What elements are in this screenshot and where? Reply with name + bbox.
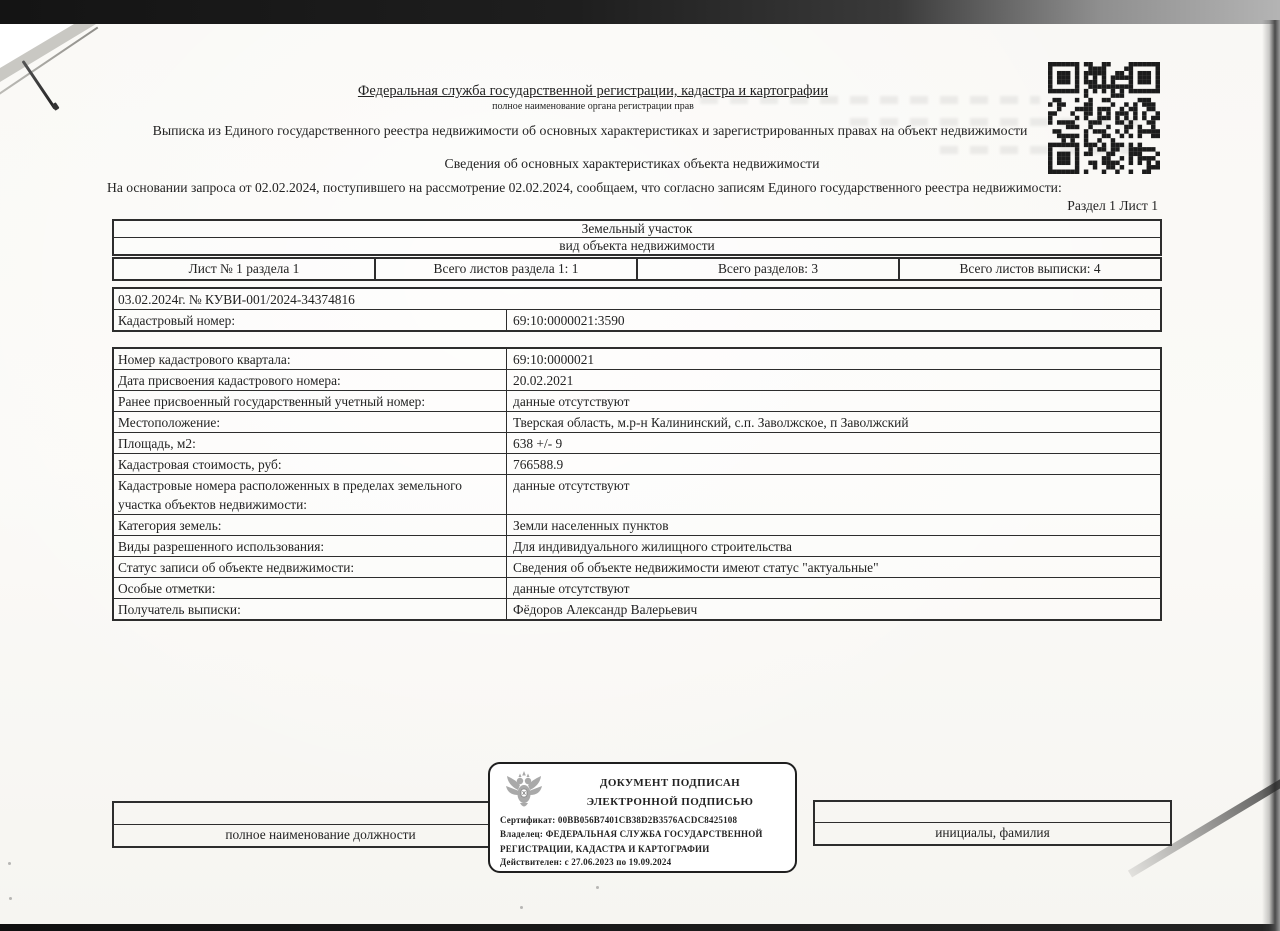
stamp-validity: Действителен: с 27.06.2023 по 19.09.2024	[500, 857, 672, 867]
sheet-summary-cell: Лист № 1 раздела 1	[188, 261, 300, 276]
request-line: На основании запроса от 02.02.2024, поступившего на рассмотрение 02.02.2024, сообщаем, что согласно записям Единого государственного реестра недвижимости:	[107, 180, 1062, 195]
row-value: данные отсутствуют	[513, 581, 630, 596]
table-row	[114, 289, 1160, 309]
stamp-line-2: ЭЛЕКТРОННОЙ ПОДПИСЬЮ	[586, 796, 754, 808]
stamp-certificate: Сертификат: 00BB056B7401CB38D2B3576ACDC8425108	[500, 815, 738, 825]
row-value: Земли населенных пунктов	[513, 518, 669, 533]
row-label: Статус записи об объекте недвижимости:	[114, 557, 507, 577]
request-date-number: 03.02.2024г. № КУВИ-001/2024-34374816	[118, 292, 355, 307]
row-label: Категория земель:	[114, 515, 507, 535]
document-title: Выписка из Единого государственного реестра недвижимости об основных характеристиках и зарегистрированных правах на объект недвижимости	[152, 123, 1028, 138]
table-row	[114, 349, 1160, 369]
table-row	[114, 598, 1160, 619]
position-caption: полное наименование должности	[114, 824, 527, 846]
row-label: Дата присвоения кадастрового номера:	[114, 370, 507, 390]
signature-position-box	[112, 801, 529, 848]
qr-code-icon	[1048, 62, 1160, 174]
electronic-signature-stamp	[488, 762, 797, 873]
row-value: Фёдоров Александр Валерьевич	[513, 602, 698, 617]
agency-subtitle: полное наименование органа регистрации прав	[492, 101, 694, 112]
scanner-edge-bottom	[0, 924, 1280, 931]
document-number-table	[112, 287, 1162, 332]
scan-speck	[520, 906, 523, 909]
signature-blank-area	[815, 802, 1170, 822]
cadastral-number-label: Кадастровый номер:	[114, 310, 507, 330]
scan-speck	[596, 886, 599, 889]
scan-speck	[9, 897, 12, 900]
row-label: Виды разрешенного использования:	[114, 536, 507, 556]
object-type-caption: вид объекта недвижимости	[114, 237, 1160, 254]
table-row	[114, 514, 1160, 535]
cadastral-number-value: 69:10:0000021:3590	[513, 313, 625, 328]
stamp-owner-line-2: РЕГИСТРАЦИИ, КАДАСТРА И КАРТОГРАФИИ	[500, 844, 710, 854]
table-row	[114, 309, 1160, 330]
sheet-summary-cell: Всего листов раздела 1: 1	[374, 259, 636, 279]
name-caption: инициалы, фамилия	[815, 822, 1170, 844]
row-value: Сведения об объекте недвижимости имеют статус "актуальные"	[513, 560, 879, 575]
object-type-value: Земельный участок	[581, 221, 693, 236]
table-row	[114, 369, 1160, 390]
table-row	[114, 535, 1160, 556]
section-sheet-label: Раздел 1 Лист 1	[1067, 198, 1158, 213]
scan-speck	[8, 862, 11, 865]
row-label: Кадастровая стоимость, руб:	[114, 454, 507, 474]
row-label: Кадастровые номера расположенных в пределах земельного участка объектов недвижимости:	[114, 475, 507, 514]
table-row	[114, 432, 1160, 453]
row-label: Номер кадастрового квартала:	[114, 349, 507, 369]
coat-of-arms-eagle-icon	[504, 770, 544, 814]
row-value: данные отсутствуют	[513, 394, 630, 409]
agency-title: Федеральная служба государственной регистрации, кадастра и картографии	[357, 83, 829, 99]
row-value: 20.02.2021	[513, 373, 574, 388]
table-row	[114, 556, 1160, 577]
row-value: 638 +/- 9	[513, 436, 563, 451]
table-row	[114, 390, 1160, 411]
sheet-summary-cell: Всего разделов: 3	[636, 259, 898, 279]
sheets-summary-table	[112, 257, 1162, 281]
signature-name-box	[813, 800, 1172, 846]
row-label: Особые отметки:	[114, 578, 507, 598]
table-row	[114, 453, 1160, 474]
row-value: Тверская область, м.р-н Калининский, с.п. Заволжское, п Заволжский	[513, 415, 909, 430]
stamp-line-1: ДОКУМЕНТ ПОДПИСАН	[599, 777, 741, 789]
scanner-edge-top	[0, 0, 1280, 24]
stamp-owner-line-1: Владелец: ФЕДЕРАЛЬНАЯ СЛУЖБА ГОСУДАРСТВЕННОЙ	[500, 829, 763, 839]
table-row	[114, 411, 1160, 432]
row-value: 69:10:0000021	[513, 352, 595, 367]
row-value: данные отсутствуют	[513, 478, 630, 493]
row-label: Площадь, м2:	[114, 433, 507, 453]
object-type-table	[112, 219, 1162, 256]
row-value: 766588.9	[513, 457, 564, 472]
row-label: Ранее присвоенный государственный учетный номер:	[114, 391, 507, 411]
table-row	[114, 474, 1160, 514]
signature-blank-area	[114, 803, 527, 824]
sheet-summary-cell: Всего листов выписки: 4	[898, 259, 1160, 279]
row-label: Местоположение:	[114, 412, 507, 432]
row-value: Для индивидуального жилищного строительства	[513, 539, 792, 554]
folded-corner	[0, 24, 74, 68]
row-label: Получатель выписки:	[114, 599, 507, 619]
section-title: Сведения об основных характеристиках объекта недвижимости	[444, 156, 820, 171]
table-row	[114, 577, 1160, 598]
main-characteristics-table	[112, 347, 1162, 621]
